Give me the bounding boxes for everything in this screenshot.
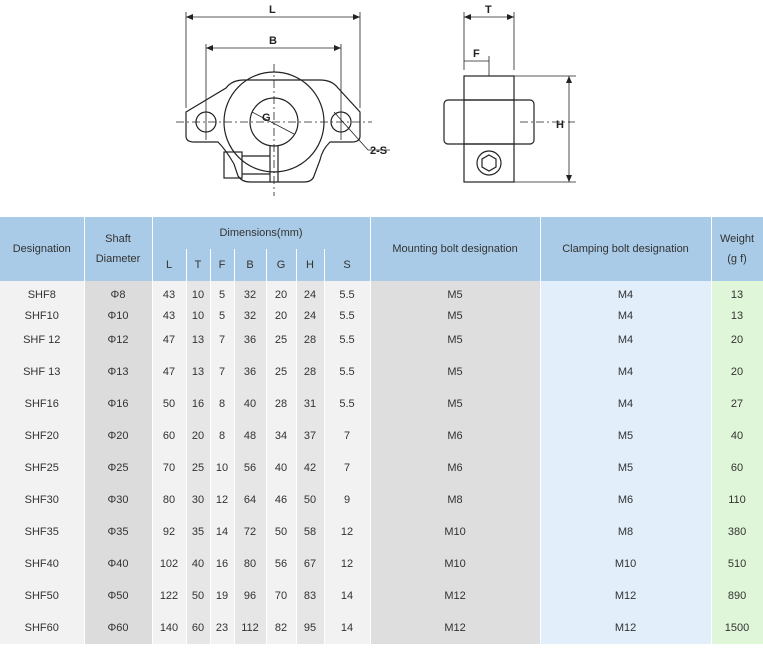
- cell-designation: SHF10: [0, 308, 84, 324]
- cell-dim-T: 10: [186, 281, 210, 308]
- header-dim-T: T: [186, 249, 210, 281]
- cell-shaft-diameter: Φ12: [84, 324, 152, 356]
- cell-dim-L: 80: [152, 484, 186, 516]
- table-row: [0, 516, 763, 548]
- cell-dim-B: 32: [234, 281, 266, 308]
- cell-dim-L: 47: [152, 356, 186, 388]
- cell-clamping-bolt: M12: [540, 580, 711, 612]
- cell-dim-S: 14: [324, 580, 370, 612]
- cell-dim-H: 58: [296, 516, 324, 548]
- cell-designation: SHF25: [0, 452, 84, 484]
- cell-dim-S: 5.5: [324, 324, 370, 356]
- header-designation: Designation: [0, 217, 84, 281]
- cell-designation: SHF35: [0, 516, 84, 548]
- cell-shaft-diameter: Φ40: [84, 548, 152, 580]
- header-dimensions: Dimensions(mm): [152, 217, 370, 249]
- cell-dim-S: 14: [324, 612, 370, 644]
- cell-dim-B: 80: [234, 548, 266, 580]
- table-row: [0, 580, 763, 612]
- label-B: B: [269, 35, 277, 47]
- table-row: [0, 281, 763, 308]
- cell-shaft-diameter: Φ8: [84, 281, 152, 308]
- cell-designation: SHF20: [0, 420, 84, 452]
- cell-clamping-bolt: M5: [540, 452, 711, 484]
- cell-dim-H: 42: [296, 452, 324, 484]
- cell-dim-T: 25: [186, 452, 210, 484]
- cell-weight: 27: [711, 388, 763, 420]
- cell-dim-L: 43: [152, 308, 186, 324]
- cell-dim-T: 13: [186, 356, 210, 388]
- cell-weight: 40: [711, 420, 763, 452]
- cell-dim-G: 25: [266, 324, 296, 356]
- cell-dim-L: 50: [152, 388, 186, 420]
- cell-dim-S: 9: [324, 484, 370, 516]
- cell-designation: SHF 13: [0, 356, 84, 388]
- cell-weight: 60: [711, 452, 763, 484]
- cell-weight: 890: [711, 580, 763, 612]
- cell-mounting-bolt: M8: [370, 484, 540, 516]
- cell-dim-B: 36: [234, 356, 266, 388]
- cell-dim-T: 30: [186, 484, 210, 516]
- table-row: [0, 612, 763, 644]
- cell-dim-L: 92: [152, 516, 186, 548]
- cell-dim-H: 24: [296, 281, 324, 308]
- side-view-body: [464, 76, 514, 182]
- cell-clamping-bolt: M4: [540, 281, 711, 308]
- cell-dim-H: 37: [296, 420, 324, 452]
- cell-shaft-diameter: Φ25: [84, 452, 152, 484]
- cell-dim-L: 122: [152, 580, 186, 612]
- header-shaft-diameter: [84, 217, 152, 281]
- cell-shaft-diameter: Φ20: [84, 420, 152, 452]
- cell-clamping-bolt: M8: [540, 516, 711, 548]
- header-weight-line2: (g f): [727, 253, 747, 265]
- cell-dim-L: 70: [152, 452, 186, 484]
- cell-mounting-bolt: M6: [370, 452, 540, 484]
- cell-dim-F: 8: [210, 388, 234, 420]
- cell-dim-T: 10: [186, 308, 210, 324]
- cell-dim-F: 10: [210, 452, 234, 484]
- label-F: F: [473, 48, 480, 60]
- cell-shaft-diameter: Φ30: [84, 484, 152, 516]
- cell-dim-F: 7: [210, 356, 234, 388]
- technical-drawing: [0, 0, 763, 215]
- cell-clamping-bolt: M4: [540, 308, 711, 324]
- cell-dim-B: 32: [234, 308, 266, 324]
- cell-mounting-bolt: M5: [370, 281, 540, 308]
- table-row: [0, 548, 763, 580]
- cell-dim-L: 47: [152, 324, 186, 356]
- table-row: [0, 324, 763, 356]
- cell-dim-S: 5.5: [324, 281, 370, 308]
- cell-mounting-bolt: M10: [370, 548, 540, 580]
- cell-designation: SHF 12: [0, 324, 84, 356]
- cell-designation: SHF16: [0, 388, 84, 420]
- table-row: [0, 452, 763, 484]
- cell-designation: SHF8: [0, 281, 84, 308]
- cell-dim-T: 60: [186, 612, 210, 644]
- label-G: G: [262, 112, 271, 124]
- cell-dim-F: 5: [210, 308, 234, 324]
- cell-dim-G: 40: [266, 452, 296, 484]
- cell-clamping-bolt: M4: [540, 324, 711, 356]
- cell-dim-T: 50: [186, 580, 210, 612]
- cell-designation: SHF40: [0, 548, 84, 580]
- cell-dim-H: 31: [296, 388, 324, 420]
- cell-dim-T: 35: [186, 516, 210, 548]
- cell-dim-F: 5: [210, 281, 234, 308]
- cell-weight: 13: [711, 308, 763, 324]
- cell-dim-T: 40: [186, 548, 210, 580]
- cell-dim-G: 70: [266, 580, 296, 612]
- cell-dim-S: 12: [324, 548, 370, 580]
- cell-dim-F: 23: [210, 612, 234, 644]
- cell-shaft-diameter: Φ13: [84, 356, 152, 388]
- cell-clamping-bolt: M5: [540, 420, 711, 452]
- cell-dim-B: 112: [234, 612, 266, 644]
- cell-dim-G: 34: [266, 420, 296, 452]
- header-dim-L: L: [152, 249, 186, 281]
- cell-dim-B: 64: [234, 484, 266, 516]
- header-dim-B: B: [234, 249, 266, 281]
- flange-body-outline: [186, 80, 360, 182]
- cell-dim-F: 16: [210, 548, 234, 580]
- cell-dim-T: 13: [186, 324, 210, 356]
- cell-dim-B: 36: [234, 324, 266, 356]
- cell-designation: SHF60: [0, 612, 84, 644]
- cell-dim-F: 19: [210, 580, 234, 612]
- header-mounting-bolt: Mounting bolt designation: [370, 217, 540, 281]
- cell-dim-G: 56: [266, 548, 296, 580]
- table-row: [0, 388, 763, 420]
- cell-dim-H: 28: [296, 324, 324, 356]
- cell-dim-L: 102: [152, 548, 186, 580]
- cell-dim-L: 140: [152, 612, 186, 644]
- cell-dim-L: 60: [152, 420, 186, 452]
- label-2S: 2-S: [370, 145, 388, 157]
- cell-shaft-diameter: Φ50: [84, 580, 152, 612]
- header-weight: [711, 217, 763, 281]
- cell-dim-B: 40: [234, 388, 266, 420]
- cell-dim-G: 20: [266, 281, 296, 308]
- header-dim-G: G: [266, 249, 296, 281]
- cell-mounting-bolt: M10: [370, 516, 540, 548]
- table-row: [0, 308, 763, 324]
- cell-dim-S: 5.5: [324, 388, 370, 420]
- cell-dim-H: 83: [296, 580, 324, 612]
- cell-weight: 110: [711, 484, 763, 516]
- cell-dim-H: 24: [296, 308, 324, 324]
- cell-designation: SHF30: [0, 484, 84, 516]
- cell-mounting-bolt: M12: [370, 580, 540, 612]
- cell-mounting-bolt: M12: [370, 612, 540, 644]
- cell-dim-B: 56: [234, 452, 266, 484]
- cell-mounting-bolt: M5: [370, 356, 540, 388]
- cell-clamping-bolt: M6: [540, 484, 711, 516]
- cell-dim-S: 7: [324, 420, 370, 452]
- cell-designation: SHF50: [0, 580, 84, 612]
- cell-mounting-bolt: M5: [370, 308, 540, 324]
- cell-weight: 20: [711, 356, 763, 388]
- cell-dim-T: 16: [186, 388, 210, 420]
- cell-dim-B: 96: [234, 580, 266, 612]
- cell-weight: 380: [711, 516, 763, 548]
- cell-mounting-bolt: M5: [370, 388, 540, 420]
- cell-weight: 510: [711, 548, 763, 580]
- cell-dim-F: 14: [210, 516, 234, 548]
- cell-clamping-bolt: M4: [540, 356, 711, 388]
- cell-clamping-bolt: M4: [540, 388, 711, 420]
- cell-dim-S: 7: [324, 452, 370, 484]
- cell-dim-G: 20: [266, 308, 296, 324]
- cell-dim-B: 72: [234, 516, 266, 548]
- cell-dim-H: 67: [296, 548, 324, 580]
- cell-dim-G: 46: [266, 484, 296, 516]
- header-weight-line1: Weight: [719, 233, 755, 245]
- table-row: [0, 356, 763, 388]
- cell-weight: 13: [711, 281, 763, 308]
- header-shaft-line2: Diameter: [95, 253, 141, 265]
- cell-clamping-bolt: M12: [540, 612, 711, 644]
- cell-dim-G: 25: [266, 356, 296, 388]
- cell-dim-L: 43: [152, 281, 186, 308]
- cell-mounting-bolt: M6: [370, 420, 540, 452]
- header-dim-F: F: [210, 249, 234, 281]
- header-dim-S: S: [324, 249, 370, 281]
- cell-shaft-diameter: Φ60: [84, 612, 152, 644]
- header-shaft-line1: Shaft: [105, 233, 131, 245]
- label-T: T: [485, 4, 492, 16]
- cell-dim-F: 8: [210, 420, 234, 452]
- cell-dim-G: 82: [266, 612, 296, 644]
- table-row: [0, 420, 763, 452]
- header-clamping-bolt: Clamping bolt designation: [540, 217, 711, 281]
- label-L: L: [269, 4, 276, 16]
- spec-table: [0, 217, 763, 644]
- cell-dim-B: 48: [234, 420, 266, 452]
- cell-dim-S: 12: [324, 516, 370, 548]
- cell-dim-H: 95: [296, 612, 324, 644]
- header-dim-H: H: [296, 249, 324, 281]
- cell-mounting-bolt: M5: [370, 324, 540, 356]
- cell-dim-F: 7: [210, 324, 234, 356]
- cell-shaft-diameter: Φ10: [84, 308, 152, 324]
- cell-weight: 20: [711, 324, 763, 356]
- cell-dim-S: 5.5: [324, 356, 370, 388]
- cell-dim-H: 50: [296, 484, 324, 516]
- cell-dim-G: 50: [266, 516, 296, 548]
- clamp-screw-head: [224, 152, 242, 178]
- cell-dim-H: 28: [296, 356, 324, 388]
- cell-shaft-diameter: Φ16: [84, 388, 152, 420]
- cell-weight: 1500: [711, 612, 763, 644]
- cell-dim-F: 12: [210, 484, 234, 516]
- cell-dim-S: 5.5: [324, 308, 370, 324]
- cell-dim-G: 28: [266, 388, 296, 420]
- cell-clamping-bolt: M10: [540, 548, 711, 580]
- table-row: [0, 484, 763, 516]
- cell-shaft-diameter: Φ35: [84, 516, 152, 548]
- label-H: H: [556, 119, 564, 131]
- cell-dim-T: 20: [186, 420, 210, 452]
